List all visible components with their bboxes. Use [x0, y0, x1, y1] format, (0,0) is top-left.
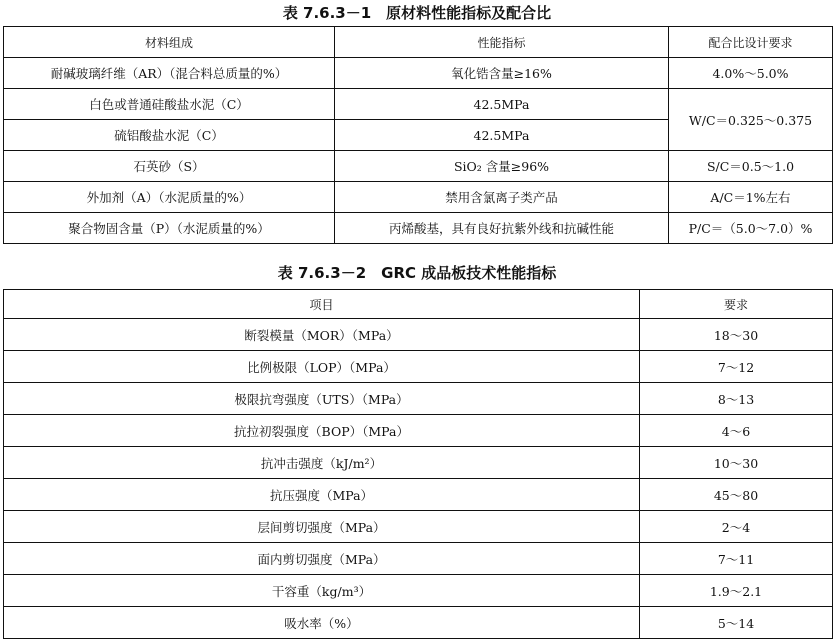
item-cell: 抗拉初裂强度（BOP）（MPa）: [4, 415, 640, 447]
requirement-cell: 45～80: [640, 479, 833, 511]
table-row: [4, 383, 833, 415]
table-row: [4, 607, 833, 639]
material-cell: 聚合物固含量（P）（水泥质量的%）: [4, 213, 335, 244]
ratio-cell: W/C＝0.325～0.375: [669, 89, 833, 151]
property-cell: 42.5MPa: [335, 89, 669, 120]
table-row: [4, 151, 833, 182]
column-header-item: 项目: [4, 290, 640, 319]
item-cell: 断裂模量（MOR）（MPa）: [4, 319, 640, 351]
requirement-cell: 2～4: [640, 511, 833, 543]
requirement-cell: 8～13: [640, 383, 833, 415]
property-cell: 42.5MPa: [335, 120, 669, 151]
material-cell: 白色或普通硅酸盐水泥（C）: [4, 89, 335, 120]
requirement-cell: 4～6: [640, 415, 833, 447]
material-cell: 耐碱玻璃纤维（AR）（混合料总质量的%）: [4, 58, 335, 89]
table2-title: 表 7.6.3－2 GRC 成品板技术性能指标: [277, 264, 557, 282]
ratio-cell: P/C＝（5.0～7.0）%: [669, 213, 833, 244]
item-cell: 抗压强度（MPa）: [4, 479, 640, 511]
requirement-cell: 18～30: [640, 319, 833, 351]
ratio-cell: 4.0%～5.0%: [669, 58, 833, 89]
item-cell: 抗冲击强度（kJ/m²）: [4, 447, 640, 479]
grc-performance-table: [3, 289, 833, 639]
column-header-material: 材料组成: [4, 27, 335, 58]
material-cell: 硫铝酸盐水泥（C）: [4, 120, 335, 151]
table-row: [4, 213, 833, 244]
table-row: [4, 543, 833, 575]
property-cell: 禁用含氯离子类产品: [335, 182, 669, 213]
item-cell: 比例极限（LOP）（MPa）: [4, 351, 640, 383]
requirement-cell: 5～14: [640, 607, 833, 639]
column-header-property: 性能指标: [335, 27, 669, 58]
item-cell: 极限抗弯强度（UTS）（MPa）: [4, 383, 640, 415]
table1-title: 表 7.6.3－1 原材料性能指标及配合比: [282, 4, 552, 22]
property-cell: 丙烯酸基，具有良好抗紫外线和抗碱性能: [335, 213, 669, 244]
ratio-cell: S/C＝0.5～1.0: [669, 151, 833, 182]
item-cell: 层间剪切强度（MPa）: [4, 511, 640, 543]
table-row: [4, 575, 833, 607]
material-cell: 石英砂（S）: [4, 151, 335, 182]
table-row: [4, 89, 833, 120]
ratio-cell: A/C＝1%左右: [669, 182, 833, 213]
item-cell: 面内剪切强度（MPa）: [4, 543, 640, 575]
property-cell: 氧化锆含量≥16%: [335, 58, 669, 89]
table-row: [4, 182, 833, 213]
table-header-row: [4, 27, 833, 58]
property-cell: SiO₂ 含量≥96%: [335, 151, 669, 182]
material-cell: 外加剂（A）（水泥质量的%）: [4, 182, 335, 213]
column-header-requirement: 要求: [640, 290, 833, 319]
requirement-cell: 10～30: [640, 447, 833, 479]
column-header-ratio: 配合比设计要求: [669, 27, 833, 58]
item-cell: 干容重（kg/m³）: [4, 575, 640, 607]
item-cell: 吸水率（%）: [4, 607, 640, 639]
table-row: [4, 319, 833, 351]
requirement-cell: 1.9～2.1: [640, 575, 833, 607]
requirement-cell: 7～11: [640, 543, 833, 575]
requirement-cell: 7～12: [640, 351, 833, 383]
table-row: [4, 447, 833, 479]
table-row: [4, 58, 833, 89]
materials-table: [3, 26, 833, 244]
table-row: [4, 479, 833, 511]
table-row: [4, 351, 833, 383]
table-row: [4, 415, 833, 447]
table-row: [4, 511, 833, 543]
table-header-row: [4, 290, 833, 319]
